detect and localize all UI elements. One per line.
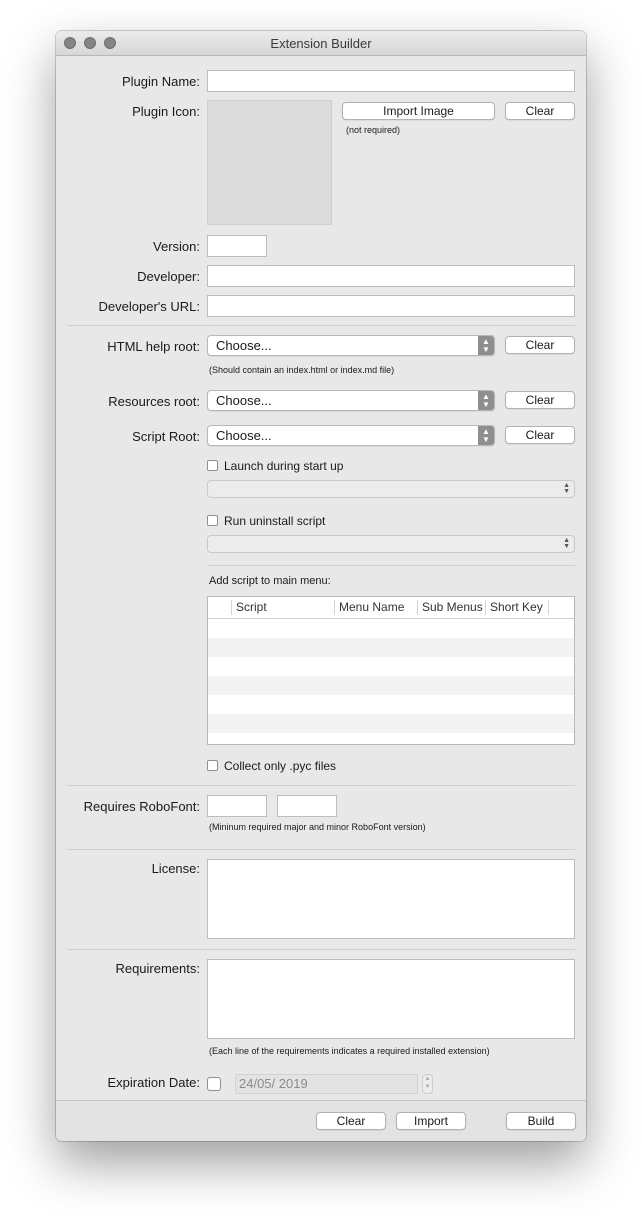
- plugin-icon-label: Plugin Icon:: [132, 104, 200, 119]
- script-root-popup[interactable]: [207, 425, 495, 446]
- developer-label: Developer:: [137, 269, 200, 284]
- main-menu-table[interactable]: [207, 596, 575, 745]
- table-row[interactable]: [208, 638, 574, 657]
- plugin-name-label: Plugin Name:: [121, 74, 200, 89]
- column-divider: [548, 600, 549, 615]
- date-stepper[interactable]: ▲ ▼: [422, 1074, 433, 1094]
- table-row[interactable]: [208, 676, 574, 695]
- expiration-date-checkbox[interactable]: [207, 1077, 221, 1091]
- table-header: [208, 597, 574, 619]
- table-row[interactable]: [208, 714, 574, 733]
- resources-root-popup[interactable]: [207, 390, 495, 411]
- developer-url-input[interactable]: [207, 295, 575, 317]
- html-help-root-clear-button[interactable]: Clear: [505, 336, 575, 354]
- popup-arrows-icon: ▲ ▼: [563, 537, 570, 550]
- separator: [67, 325, 575, 326]
- requires-robofont-note: (Mininum required major and minor RoboFont version): [209, 822, 426, 832]
- requirements-textarea[interactable]: [207, 959, 575, 1039]
- resources-root-label: Resources root:: [108, 394, 200, 409]
- column-header-script[interactable]: Script: [236, 600, 267, 614]
- launch-script-popup[interactable]: [207, 480, 575, 498]
- column-header-sub-menus[interactable]: Sub Menus: [422, 600, 483, 614]
- column-header-short-key[interactable]: Short Key: [490, 600, 543, 614]
- script-root-label: Script Root:: [132, 429, 200, 444]
- version-input[interactable]: [207, 235, 267, 257]
- script-root-clear-button[interactable]: Clear: [505, 426, 575, 444]
- launch-startup-checkbox[interactable]: [207, 460, 218, 471]
- uninstall-script-popup[interactable]: [207, 535, 575, 553]
- bottom-bar: [56, 1100, 586, 1141]
- table-row[interactable]: [208, 733, 574, 745]
- window-title: Extension Builder: [270, 36, 372, 51]
- collect-pyc-checkbox[interactable]: [207, 760, 218, 771]
- run-uninstall-checkbox[interactable]: [207, 515, 218, 526]
- robofont-major-input[interactable]: [207, 795, 267, 817]
- column-divider: [231, 600, 232, 615]
- not-required-note: (not required): [346, 125, 401, 135]
- import-button[interactable]: Import: [396, 1112, 466, 1130]
- separator: [67, 949, 575, 950]
- table-row[interactable]: [208, 695, 574, 714]
- column-divider: [417, 600, 418, 615]
- script-root-value: Choose...: [216, 428, 272, 443]
- license-textarea[interactable]: [207, 859, 575, 939]
- license-label: License:: [151, 861, 200, 876]
- html-help-root-label: HTML help root:: [107, 339, 200, 354]
- import-image-button[interactable]: Import Image: [342, 102, 495, 120]
- requires-robofont-label: Requires RoboFont:: [83, 799, 200, 814]
- separator: [67, 849, 575, 850]
- requirements-note: (Each line of the requirements indicates a required installed extension): [209, 1046, 490, 1056]
- resources-root-clear-button[interactable]: Clear: [505, 391, 575, 409]
- run-uninstall-label: Run uninstall script: [224, 514, 326, 528]
- expiration-date-label: Expiration Date:: [107, 1075, 200, 1090]
- expiration-date-field[interactable]: 24/05/ 2019: [235, 1074, 418, 1094]
- icon-clear-button[interactable]: Clear: [505, 102, 575, 120]
- popup-arrows-icon: ▲ ▼: [563, 482, 570, 495]
- html-help-root-value: Choose...: [216, 338, 272, 353]
- column-divider: [334, 600, 335, 615]
- html-help-root-popup[interactable]: [207, 335, 495, 356]
- title-bar[interactable]: [56, 31, 586, 56]
- robofont-minor-input[interactable]: [277, 795, 337, 817]
- plugin-name-input[interactable]: [207, 70, 575, 92]
- popup-arrows-icon: ▲ ▼: [478, 336, 494, 355]
- plugin-icon-well[interactable]: [207, 100, 332, 225]
- table-row[interactable]: [208, 619, 574, 638]
- version-label: Version:: [153, 239, 200, 254]
- column-divider: [485, 600, 486, 615]
- column-header-menu-name[interactable]: Menu Name: [339, 600, 405, 614]
- collect-pyc-label: Collect only .pyc files: [224, 759, 337, 773]
- extension-builder-window: [56, 31, 586, 1141]
- popup-arrows-icon: ▲ ▼: [478, 391, 494, 410]
- resources-root-value: Choose...: [216, 393, 272, 408]
- table-row[interactable]: [208, 657, 574, 676]
- clear-button[interactable]: Clear: [316, 1112, 386, 1130]
- popup-arrows-icon: ▲ ▼: [478, 426, 494, 445]
- main-menu-label: Add script to main menu:: [209, 575, 331, 587]
- separator: [67, 785, 575, 786]
- developer-url-label: Developer's URL:: [98, 299, 200, 314]
- launch-startup-label: Launch during start up: [224, 459, 344, 473]
- developer-input[interactable]: [207, 265, 575, 287]
- separator: [207, 565, 575, 566]
- html-help-root-note: (Should contain an index.html or index.md file): [209, 365, 395, 375]
- requirements-label: Requirements:: [115, 961, 200, 976]
- build-button[interactable]: Build: [506, 1112, 576, 1130]
